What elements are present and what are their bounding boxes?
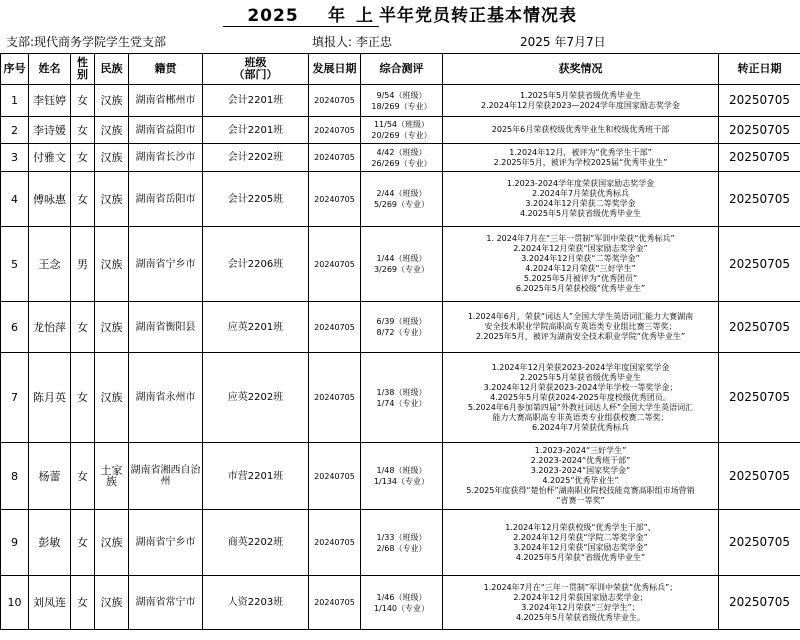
member-origin: 湖南省常宁市 (129, 576, 203, 630)
title-nian: 年 (323, 6, 351, 27)
awards-cell (443, 302, 719, 353)
evaluation-line: 2/68（专业） (376, 543, 427, 553)
column-header: 综合测评 (361, 54, 443, 85)
award-line: 2.2024年12月荣获国家励志奖学金； (513, 592, 648, 602)
table-row (1, 227, 800, 302)
member-origin: 湖南省益阳市 (129, 117, 203, 144)
member-sex: 女 (71, 510, 95, 576)
member-sex: 女 (71, 443, 95, 510)
member-class: 会计2201班 (203, 85, 309, 117)
evaluation-line: 26/269（专业） (371, 158, 432, 168)
member-nation: 汉族 (95, 117, 129, 144)
evaluation-line: 1/74（专业） (376, 398, 427, 408)
member-nation: 汉族 (95, 353, 129, 443)
award-line: 1.2024年7月在“三年一贯制”军训中荣获“优秀标兵”； (483, 582, 678, 592)
column-header: 获奖情况 (443, 54, 719, 85)
row-number: 6 (1, 302, 29, 353)
member-class: 人资2203班 (203, 576, 309, 630)
table-row (1, 443, 800, 510)
evaluation-line: 11/54（班级） (373, 120, 430, 129)
member-origin: 湖南省宁乡市 (129, 510, 203, 576)
awards-cell (443, 117, 719, 144)
regularization-date: 20250705 (719, 227, 800, 302)
award-line: 4.2025年5月荣获省级优秀毕业生。 (515, 612, 646, 622)
reporter-label: 填报人: 李正忠 (312, 35, 392, 49)
title-year: 2025 (223, 6, 323, 27)
member-name: 杨蕾 (29, 443, 71, 510)
award-line: 1.2023-2024学年度荣获国家励志奖学金 (506, 179, 655, 188)
evaluation-line: 3/269（专业） (373, 265, 430, 274)
award-line: 4.2025年5月荣获“省级优秀毕业生” (515, 552, 646, 562)
member-origin: 湖南省岳阳市 (129, 172, 203, 227)
development-date: 20240705 (309, 117, 361, 144)
member-name: 龙怡萍 (29, 302, 71, 353)
award-line: 4.2025年5月荣获2024-2025年度校级优秀团员。 (490, 392, 671, 402)
awards-cell (443, 172, 719, 227)
evaluation-line: 20/269（专业） (371, 131, 432, 140)
award-line: 2.2023-2024“优秀班干部” (530, 456, 631, 465)
member-origin: 湖南省宁乡市 (129, 227, 203, 302)
award-line: “省赛一等奖” (556, 496, 605, 505)
member-class: 会计2206班 (203, 227, 309, 302)
evaluation-cell (361, 443, 443, 510)
evaluation-cell (361, 302, 443, 353)
award-line: 2.2024年12月荣获“学院二等奖学金” (513, 532, 648, 542)
page-title (0, 0, 800, 32)
development-date: 20240705 (309, 443, 361, 510)
column-header: 姓名 (29, 54, 71, 85)
evaluation-line: 1/140（专业） (373, 603, 430, 613)
award-line: 4.2025年5月荣获省级优秀毕业生 (519, 209, 642, 218)
evaluation-line: 9/54（班级） (376, 90, 427, 100)
evaluation-line: 1/46（班级） (376, 592, 427, 602)
table-row (1, 85, 800, 117)
member-name: 李诗媛 (29, 117, 71, 144)
award-line: 3.2024年12月荣获“二等奖学金” (521, 254, 640, 263)
row-number: 4 (1, 172, 29, 227)
award-line: 1. 2024年7月在“三年一贯制”军训中荣获“优秀标兵” (486, 234, 675, 243)
award-line: 2.2025年5月，被评为湖南安全技术职业学院“优秀毕业生” (475, 332, 686, 341)
column-header: 发展日期 (309, 54, 361, 85)
development-date: 20240705 (309, 172, 361, 227)
evaluation-line: 5/269（专业） (373, 200, 430, 209)
award-line: 4.2024年12月荣获“三好学生” (525, 264, 636, 273)
development-date: 20240705 (309, 227, 361, 302)
report-date: 2025 年7月7日 (520, 35, 606, 49)
award-line: 安全技术职业学院高职高专英语类专业组比赛三等奖； (484, 322, 677, 331)
member-name: 王念 (29, 227, 71, 302)
table-row (1, 302, 800, 353)
member-sex: 女 (71, 353, 95, 443)
award-line: 2.2024年12月荣获2023—2024学年度国家励志奖学金 (481, 100, 680, 110)
awards-cell (443, 576, 719, 630)
evaluation-cell (361, 144, 443, 172)
evaluation-line: 2/44（班级） (376, 189, 427, 198)
development-date: 20240705 (309, 353, 361, 443)
awards-cell (443, 353, 719, 443)
evaluation-line: 8/72（专业） (376, 328, 427, 337)
award-line: 3.2024年12月荣获“三好学生”； (521, 602, 640, 612)
award-line: 3.2023-2024“国家奖学金” (530, 466, 631, 475)
evaluation-cell (361, 85, 443, 117)
regularization-date: 20250705 (719, 302, 800, 353)
member-nation: 汉族 (95, 172, 129, 227)
award-line: 1.2024年12月，被评为“优秀学生干部” (509, 147, 652, 157)
development-date: 20240705 (309, 302, 361, 353)
row-number: 9 (1, 510, 29, 576)
evaluation-line: 1/33（班级） (376, 532, 427, 542)
table-row (1, 144, 800, 172)
award-line: 5.2025年度获得“楚怡杯”湖南职业院校技能竞赛高职组市场营销 (466, 486, 695, 495)
member-class: 商英2202班 (203, 510, 309, 576)
award-line: 2.2024年7月荣获优秀标兵 (531, 189, 630, 198)
member-sex: 女 (71, 302, 95, 353)
regularization-date: 20250705 (719, 443, 800, 510)
awards-cell (443, 443, 719, 510)
column-header: 序号 (1, 54, 29, 85)
row-number: 7 (1, 353, 29, 443)
award-line: 1.2024年12月荣获校级“优秀学生干部”、 (505, 522, 656, 532)
award-line: 1.2025年5月荣获省级优秀毕业生 (519, 90, 642, 100)
member-name: 刘凤连 (29, 576, 71, 630)
member-name: 傅咏惠 (29, 172, 71, 227)
row-number: 1 (1, 85, 29, 117)
member-class: 应英2201班 (203, 302, 309, 353)
regularization-date: 20250705 (719, 353, 800, 443)
member-class: 应英2202班 (203, 353, 309, 443)
column-header: 性别 (71, 54, 95, 85)
column-header: 班级 （部门） (203, 54, 309, 85)
row-number: 2 (1, 117, 29, 144)
title-half: 上 (351, 6, 379, 27)
award-line: 2.2024年12月荣获“国家励志奖学金” (513, 244, 648, 253)
member-name: 付雅文 (29, 144, 71, 172)
evaluation-cell (361, 510, 443, 576)
award-line: 1.2024年6月，荣获“词达人”全国大学生英语词汇能力大赛湖南 (467, 312, 694, 321)
table-row (1, 172, 800, 227)
evaluation-line: 1/134（专业） (373, 477, 430, 486)
table-row (1, 510, 800, 576)
regularization-date: 20250705 (719, 144, 800, 172)
award-line: 6.2025年5月荣获校级“优秀毕业生” (515, 284, 646, 293)
award-line: 3.2024年12月荣获“国家励志奖学金” (513, 542, 648, 552)
regularization-date: 20250705 (719, 510, 800, 576)
member-class: 会计2201班 (203, 117, 309, 144)
evaluation-cell (361, 576, 443, 630)
member-class: 市营2201班 (203, 443, 309, 510)
row-number: 8 (1, 443, 29, 510)
meta-row (0, 32, 800, 52)
member-name: 陈月英 (29, 353, 71, 443)
award-line: 1.2023-2024“三好学生” (534, 446, 627, 455)
member-origin: 湖南省长沙市 (129, 144, 203, 172)
evaluation-line: 6/39（班级） (376, 317, 427, 326)
table-row (1, 117, 800, 144)
row-number: 10 (1, 576, 29, 630)
table-row (1, 576, 800, 630)
member-nation: 汉族 (95, 576, 129, 630)
award-line: 1.2024年12月荣获2023-2024学年度国家奖学金 (491, 362, 670, 372)
award-line: 能力大赛高职高专非英语类专业组获校赛二等奖； (492, 412, 669, 422)
development-date: 20240705 (309, 510, 361, 576)
member-sex: 女 (71, 117, 95, 144)
award-line: 5.2025年5月被评为“优秀团员” (523, 274, 638, 283)
column-header: 民族 (95, 54, 129, 85)
awards-cell (443, 85, 719, 117)
evaluation-cell (361, 117, 443, 144)
award-line: 2.2025年5月荣获省级优秀毕业生 (519, 372, 642, 382)
column-header: 籍贯 (129, 54, 203, 85)
member-sex: 女 (71, 172, 95, 227)
regularization-date: 20250705 (719, 172, 800, 227)
evaluation-line: 1/48（班级） (376, 466, 427, 475)
member-origin: 湖南省湘西自治州 (129, 443, 203, 510)
evaluation-line: 1/44（班级） (376, 254, 427, 263)
member-nation: 汉族 (95, 510, 129, 576)
member-nation: 汉族 (95, 85, 129, 117)
regularization-date: 20250705 (719, 85, 800, 117)
awards-cell (443, 227, 719, 302)
evaluation-cell (361, 172, 443, 227)
member-origin: 湖南省永州市 (129, 353, 203, 443)
member-sex: 女 (71, 85, 95, 117)
member-table (0, 53, 800, 630)
evaluation-line: 1/38（班级） (376, 387, 427, 397)
column-header: 转正日期 (719, 54, 800, 85)
member-class: 会计2205班 (203, 172, 309, 227)
award-line: 4.2025“优秀毕业生” (542, 476, 619, 485)
member-nation: 汉族 (95, 227, 129, 302)
award-line: 3.2024年12月荣获2023-2024学年学校一等奖学金； (483, 382, 678, 392)
evaluation-line: 18/269（专业） (371, 101, 432, 111)
table-row (1, 353, 800, 443)
member-nation: 汉族 (95, 302, 129, 353)
member-sex: 女 (71, 144, 95, 172)
evaluation-line: 4/42（班级） (376, 147, 427, 157)
member-name: 李钰婷 (29, 85, 71, 117)
awards-cell (443, 510, 719, 576)
evaluation-cell (361, 353, 443, 443)
regularization-date: 20250705 (719, 117, 800, 144)
development-date: 20240705 (309, 85, 361, 117)
title-rest: 半年党员转正基本情况表 (379, 6, 577, 26)
award-line: 5.2024年6月参加第四届“外教社词达人杯”全国大学生英语词汇 (467, 402, 694, 412)
regularization-date: 20250705 (719, 576, 800, 630)
awards-cell (443, 144, 719, 172)
member-class: 会计2202班 (203, 144, 309, 172)
award-line: 3.2024年12月荣获二等奖学金 (525, 199, 636, 208)
development-date: 20240705 (309, 576, 361, 630)
row-number: 5 (1, 227, 29, 302)
evaluation-cell (361, 227, 443, 302)
member-origin: 湖南省郴州市 (129, 85, 203, 117)
development-date: 20240705 (309, 144, 361, 172)
member-nation: 土家族 (95, 443, 129, 510)
award-line: 2.2025年5月，被评为学校2025届“优秀毕业生” (493, 157, 668, 167)
row-number: 3 (1, 144, 29, 172)
member-sex: 女 (71, 576, 95, 630)
branch-label: 支部:现代商务学院学生党支部 (6, 35, 167, 49)
member-sex: 男 (71, 227, 95, 302)
award-line: 6.2024年7月荣获优秀标兵 (531, 422, 630, 432)
member-name: 彭敏 (29, 510, 71, 576)
award-line: 2025年6月荣获校级优秀毕业生和校级优秀班干部 (491, 125, 670, 134)
table-header (1, 54, 800, 85)
member-origin: 湖南省衡阳县 (129, 302, 203, 353)
member-nation: 汉族 (95, 144, 129, 172)
